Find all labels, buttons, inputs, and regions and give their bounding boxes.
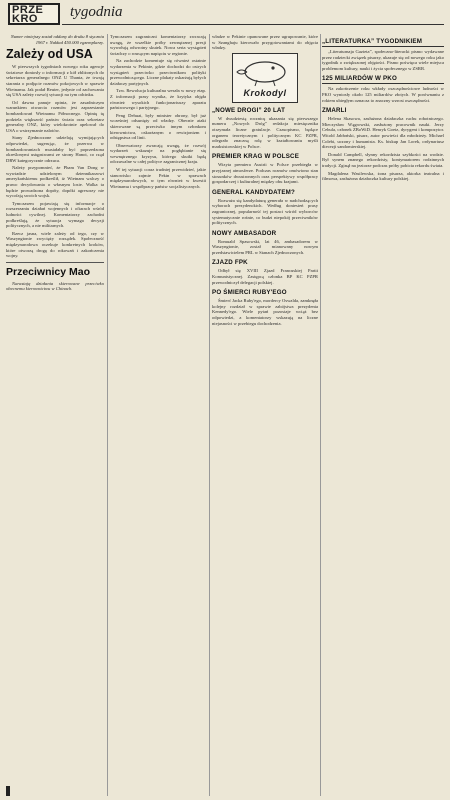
divider bbox=[6, 262, 104, 263]
article-paragraph: Na zachodzie komentuje się również ostatnie wydarzenia w Pekinie, gdzie dochodzi do ostrych wystąpień przeciwko przeciwnikom polityki przewodniczącego. Liczne plakaty oskarżają byłych działaczy partyjnych. bbox=[110, 58, 206, 86]
column-1 bbox=[6, 34, 104, 796]
przekroj-logo: PRZE KRO bbox=[8, 3, 60, 25]
column-2 bbox=[110, 34, 206, 796]
section-body: Odbył się XVIII Zjazd Francuskiej Partii Komunistycznej. Zastępcą członka BP KC PZPR przewodniczył delegacji polskiej. bbox=[212, 268, 318, 285]
section-body: Romuald Spasowski, lat 46, ambasadorem w Waszyngtonie, został mianowany nowym przedstawicielem PRL w Stanach Zjednoczonych. bbox=[212, 238, 318, 255]
article-paragraph: Tymczasem zagraniczni komentatorzy zwracają uwagę, że wszelkie próby zewnętrznej presji wywołują odwrotny skutek. Nowa seria wystąpień świadczy o rosnącym napięciu w regionie. bbox=[110, 34, 206, 56]
article-paragraph: Stany Zjednoczone udzielają wymijających odpowiedzi, sugerując, że przerwa w bombardowaniach musiałaby być poprzedzona określonymi ustępstwami ze strony Hanoi, co rząd DRW kategorycznie odrzuca. bbox=[6, 135, 104, 163]
column-4 bbox=[322, 34, 444, 796]
section-body: Na zakończenie roku wkłady oszczędnościowe ludności w PKO wyniosły około 125 miliardów złotych. W porównaniu z rokiem ubiegłym oznacza to znaczny wzrost oszczędności. bbox=[322, 86, 444, 103]
article-paragraph: Obserwatorzy zwracają uwagę, że rozwój wydarzeń wskazuje na pogłębianie się wewnętrznego kryzysu, którego skutki będą odczuwalne w całej polityce zagranicznej kraju. bbox=[110, 142, 206, 165]
column-3 bbox=[212, 34, 318, 796]
column-rule bbox=[209, 34, 210, 796]
section-body: „Literaturnaja Gazieta”, społeczno-literacki pismo wydawane przez radziecki związek pisarzy, ukazuje się od nowego roku jako tygodnik o zwiększonej objętości. Pismo poświęca wiele miejsca problemom kultury, nauki i życia społecznego w ZSRR. bbox=[322, 49, 444, 71]
section-heading: PREMIER KRAG W POLSCE bbox=[212, 153, 300, 161]
section-heading: „NOWE DROGI” 20 LAT bbox=[212, 106, 286, 114]
headline-zalezy-od-usa: Zależy od USA bbox=[6, 47, 93, 62]
article-paragraph: Tzw. Rewolucja kulturalna weszła w nowy etap. Z informacji prasy wynika, że krytyka objęła również wysokich funkcjonariuszy aparatu państwowego i partyjnego. bbox=[110, 88, 206, 111]
article-paragraph: władze w Pekinie opanowane przez ugrupowanie, które w Szanghaju kierowało przygotowaniami do objęcia władzy. bbox=[212, 34, 318, 51]
issue-note: Numer niniejszy został oddany do druku 8 stycznia 1967 r. Nakład 450.000 egzemplarzy. bbox=[10, 34, 104, 45]
article-paragraph: Narastają działania skierowane przeciwko obecnemu kierownictwu w Chinach. bbox=[6, 280, 104, 292]
krokodyl-illustration bbox=[232, 53, 298, 103]
article-paragraph: Należy przypomnieć, że Pham Van Dong w wywiadzie udzielonym dziennikarzowi amerykańskiemu podkreślił, iż Wietnam walczy o prawo decydowania o własnym losie. Walka ta będzie prowadzona dopóty, dopóki agresorzy nie wycofają swoich wojsk. bbox=[6, 165, 104, 199]
section-body: Helena Skasowa, zasłużona działaczka ruchu robotniczego. Mieczysław Wągrowski, zasłużony pracownik nauki. Jerzy Cebula, członek ZBoWiD. Henryk Goetz, dyrygent i kompozytor. Witold Jabłoński, pisarz, autor powieści dla młodzieży. Michael Colebi, uczony i humanista. Ks. biskup Jan Lorek, ordynariusz diecezji sandomierskiej. bbox=[322, 116, 444, 150]
section-title: tygodnia bbox=[70, 4, 123, 20]
krokodyl-caption: Krokodyl bbox=[243, 87, 287, 98]
crocodile-icon bbox=[233, 54, 297, 88]
section-heading: NOWY AMBASADOR bbox=[212, 229, 277, 237]
section-body: Rozważa się kandydaturę generała w nadchodzących wyborach prezydenckich. Według doniesień prasy zagranicznej, popularność tej postaci wśród wyborców systematycznie rośnie, co budzi niepokój przeciwników politycznych. bbox=[212, 197, 318, 226]
section-heading: ZJAZD FPK bbox=[212, 259, 248, 267]
section-heading: GENERAL KANDYDATEM? bbox=[212, 188, 295, 196]
section-heading: ZMARLI bbox=[322, 107, 347, 115]
section-body: Śmierć Jacka Ruby'ego, mordercy Oswalda, zamknęła kolejny rozdział w sprawie zabójstwa prezydenta Kennedy'ego. Wiele pytań pozostaje wciąż bez odpowiedzi, a komentatorzy wskazują na liczne niejasności w przebiegu dochodzenia. bbox=[212, 298, 318, 326]
section-body: Donald Campbell, słynny rekordzista szybkości na wodzie. Był synem znanego rekordzisty, kontynuatorem rodzinnych tradycji. Zginął na jeziorze podczas próby pobicia rekordu świata. bbox=[322, 151, 444, 168]
column-rule bbox=[320, 34, 321, 796]
section-body: Wizyta premiera Austrii w Polsce przebiegła w przyjaznej atmosferze. Podczas rozmów omówiono stan stosunków dwustronnych oraz perspektywy współpracy gospodarczej i kulturalnej między obu krajami. bbox=[212, 162, 318, 185]
article-paragraph: W pierwszych tygodniach nowego roku agencje światowe doniosły o informacji z kół zbliżonych do sekretarza generalnego ONZ U Thanta, że trwają starania o podjęcie rozmów pokojowych w sprawie Wietnamu. Jak podał Reuter, jedynie od zachowania się USA zależy rozwój sytuacji na tym odcinku. bbox=[6, 64, 104, 98]
column-rule bbox=[107, 34, 108, 796]
article-paragraph: Rzecz jasna, wiele zależy od tego, czy w Waszyngtonie zwycięży rozsądek. Społeczność międzynarodowa oczekuje konkretnych kroków, które otworzą drogę do rokowań i zakończenia wojny. bbox=[6, 230, 104, 259]
masthead-rule bbox=[62, 24, 444, 25]
masthead bbox=[6, 3, 444, 29]
section-heading: PO ŚMIERCI RUBY'EGO bbox=[212, 289, 287, 297]
section-heading: 125 MILIARDÓW W PKO bbox=[322, 75, 444, 84]
article-paragraph: Od dawna panuje opinia, że zasadniczym warunkiem otwarcia rozmów jest zaprzestanie bombardowań Wietnamu Północnego. Opinię tę podziela większość państw świata oraz sekretarz generalny ONZ, który wielokrotnie apelował do USA o wstrzymanie nalotów. bbox=[6, 99, 104, 133]
article-paragraph: Tymczasem pojawiają się informacje o rozszerzaniu działań wojennych i ofiarach wśród ludności cywilnej. Komentatorzy zachodni podkreślają, że sytuacja wymaga decyzji politycznych, a nie militarnych. bbox=[6, 200, 104, 229]
article-paragraph: W tej sytuacji coraz trudniej przewidzieć, jakie stanowisko zajmie Pekin w sprawach międzynarodowych, w tym również w kwestii Wietnamu i współpracy państw socjalistycznych. bbox=[110, 167, 206, 189]
article-paragraph: Peng Dehuai, były minister obrony, był już wcześniej odsunięty od władzy. Obecnie ataki skierowane są przeciwko innym członkom kierownictwa, oskarżanym o rewizjonizm i odstępstwa od linii. bbox=[110, 112, 206, 141]
section-heading: „LITERATURKA” TYGODNIKIEM bbox=[322, 38, 444, 47]
page-corner-mark bbox=[6, 786, 10, 796]
headline-przeciwnicy-mao: Przeciwnicy Mao bbox=[6, 265, 91, 278]
section-body: Magdalena Wasilewska, żona pisarza, aktorka teatralna i filmowa, zasłużona działaczka kultury polskiej. bbox=[322, 170, 444, 182]
section-body: W dwudziestą rocznicę ukazania się pierwszego numeru „Nowych Dróg” redakcja miesięcznika otrzymała liczne gratulacje. Czasopismo, będące organem teoretycznym i politycznym KC PZPR, odegrało znaczną rolę w kształtowaniu myśli marksistowskiej w Polsce. bbox=[212, 115, 318, 149]
